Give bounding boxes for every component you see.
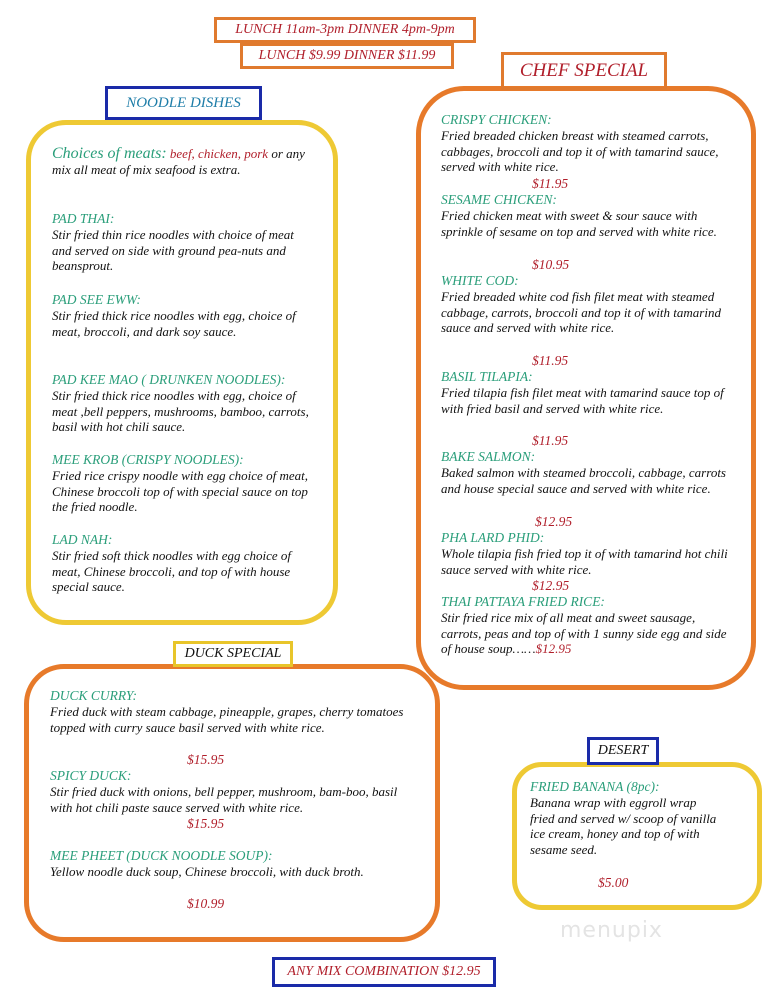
menu-item-price: $10.95 — [532, 257, 570, 272]
menu-item-price: $12.95 — [535, 514, 573, 529]
meat-choices-rest: any mix all meat of mix seafood is extra. — [52, 146, 305, 177]
menu-item-name: PHA LARD PHID: — [441, 530, 545, 545]
menu-item-name: FRIED BANANA (8pc): — [530, 779, 660, 794]
menu-item-price: $11.95 — [532, 433, 569, 448]
menu-item-desc: Stir fried thin rice noodles with choice of meat and served on side with ground pea-nuts and beansprout. — [52, 227, 294, 274]
menu-item-name: DUCK CURRY: — [50, 688, 138, 703]
menu-item-desc: Fried rice crispy noodle with egg choice of meat, Chinese broccoli top of with special sauce on top the fried noodle. — [52, 468, 308, 515]
meat-choices-list: beef, chicken, pork — [169, 146, 269, 161]
menu-item-name: PAD KEE MAO ( DRUNKEN NOODLES): — [52, 372, 286, 387]
menu-item-name: MEE PHEET (DUCK NOODLE SOUP): — [50, 848, 273, 863]
menu-item-desc: Stir fried duck with onions, bell pepper, mushroom, bam-boo, basil with hot chili paste sauce served with white rice. — [50, 784, 398, 815]
price-banner: LUNCH $9.99 DINNER $11.99 — [240, 43, 454, 69]
watermark: menupix — [560, 918, 663, 943]
menu-item-price: $11.95 — [532, 353, 569, 368]
menu-item-desc: Fried duck with steam cabbage, pineapple, grapes, cherry tomatoes topped with curry sauce basil served with white rice. — [50, 704, 404, 735]
menu-item-name: PAD SEE EWW: — [52, 292, 141, 307]
duck-section-title: DUCK SPECIAL — [173, 641, 293, 667]
menu-item-desc: Fried chicken meat with sweet & sour sauce with sprinkle of sesame on top and served with white rice. — [441, 208, 717, 239]
menu-item-desc: Banana wrap with eggroll wrap fried and served w/ scoop of vanilla ice cream, honey and top of with sesame seed. — [530, 795, 717, 857]
meat-choices-or: or — [268, 146, 283, 161]
menu-item-price: $11.95 — [532, 176, 569, 191]
chef-section-title: CHEF SPECIAL — [501, 52, 667, 90]
menu-item-price: $5.00 — [598, 875, 629, 890]
menu-item-name: MEE KROB (CRISPY NOODLES): — [52, 452, 244, 467]
menu-item-name: PAD THAI: — [52, 211, 115, 226]
menu-item-price: $15.95 — [187, 752, 225, 767]
menu-item-desc: Baked salmon with steamed broccoli, cabbage, carrots and house special sauce and served with white rice. — [441, 465, 726, 496]
menu-item-name: WHITE COD: — [441, 273, 519, 288]
menu-item-name: CRISPY CHICKEN: — [441, 112, 552, 127]
meat-choices — [52, 146, 322, 177]
menu-item-desc-text: Stir fried rice mix of all meat and sweet sausage, carrots, peas and top of with 1 sunny side egg and side of house soup…… — [441, 610, 727, 657]
menu-item-name: LAD NAH: — [52, 532, 113, 547]
menu-item-name: THAI PATTAYA FRIED RICE: — [441, 594, 605, 609]
menu-item-desc: Fried breaded chicken breast with steamed carrots, cabbages, broccoli and top it of with tamarind sauce, served with white rice. — [441, 128, 719, 175]
menu-item-desc: Whole tilapia fish fried top it of with tamarind hot chili sauce served with white rice. — [441, 546, 728, 577]
menu-item-desc — [441, 610, 731, 657]
menu-item-desc: Stir fried thick rice noodles with egg, choice of meat, broccoli, and dark soy sauce. — [52, 308, 296, 339]
menu-item-price: $12.95 — [532, 578, 570, 593]
menu-item-price: $15.95 — [187, 816, 225, 831]
menu-item-desc: Stir fried thick rice noodles with egg, choice of meat ,bell peppers, mushrooms, bamboo, carrots, basil with hot chili sauce. — [52, 388, 309, 435]
menu-item-desc: Stir fried soft thick noodles with egg choice of meat, Chinese broccoli, and top of with house special sauce. — [52, 548, 292, 595]
menu-item-name: SPICY DUCK: — [50, 768, 132, 783]
menu-item-price: $12.95 — [535, 641, 572, 657]
meat-choices-label: Choices of meats: — [52, 145, 167, 162]
menu-item-name: BASIL TILAPIA: — [441, 369, 533, 384]
menu-item-name: BAKE SALMON: — [441, 449, 536, 464]
noodle-section-title: NOODLE DISHES — [105, 86, 262, 120]
menu-item-name: SESAME CHICKEN: — [441, 192, 557, 207]
menu-item-desc: Yellow noodle duck soup, Chinese broccoli, with duck broth. — [50, 864, 364, 879]
hours-banner: LUNCH 11am-3pm DINNER 4pm-9pm — [214, 17, 476, 43]
menu-item-desc: Fried tilapia fish filet meat with tamarind sauce top of with fried basil and served with white rice. — [441, 385, 724, 416]
menu-item-price: $10.99 — [187, 896, 225, 911]
combo-banner: ANY MIX COMBINATION $12.95 — [272, 957, 496, 987]
menu-item-desc: Fried breaded white cod fish filet meat with steamed cabbage, carrots, broccoli and top it of with tamarind sauce and served with white rice. — [441, 289, 721, 336]
desert-section-title: DESERT — [587, 737, 659, 765]
